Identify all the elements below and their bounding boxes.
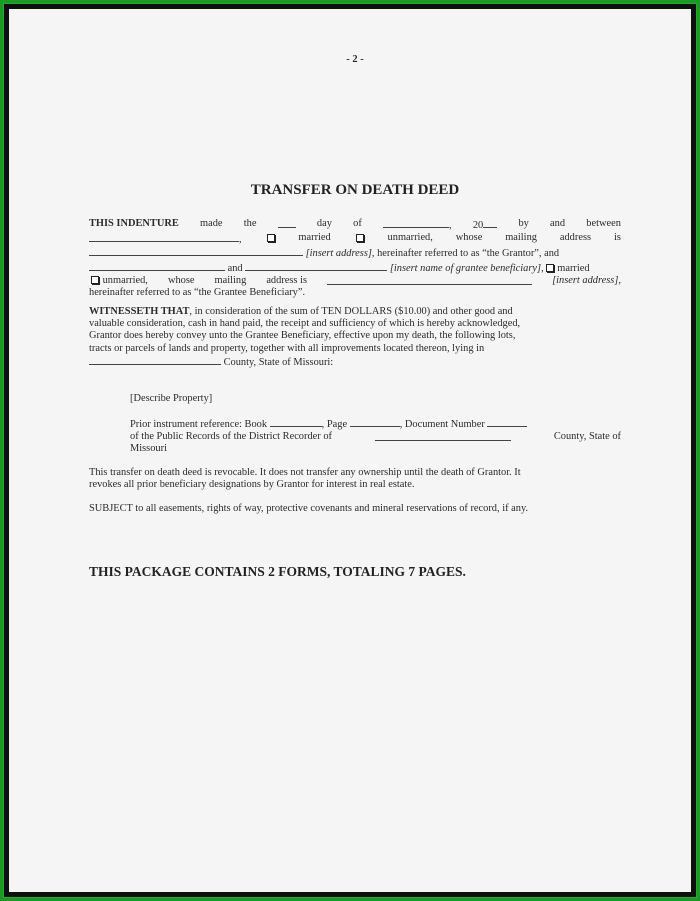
witnesseth-line-4: tracts or parcels of lands and property, together with all improvements located thereon, lying in [89, 342, 485, 354]
word: mailing [214, 274, 247, 286]
grantor-address-blank[interactable] [89, 246, 303, 256]
describe-property: [Describe Property] [130, 393, 213, 404]
insert-address-hint-2: [insert address] [552, 274, 619, 286]
prior-instrument-line-3: Missouri [130, 443, 167, 455]
word: is [613, 232, 621, 244]
word: mailing [505, 232, 537, 244]
indenture-line-1: THIS INDENTURE made the day of , 20 by and between [89, 218, 621, 231]
indenture-line-6: hereinafter referred to as “the Grantee Beneficiary”. [89, 287, 306, 299]
prior-instrument-line-1 [130, 417, 621, 431]
grantee-name-blank[interactable] [245, 261, 387, 271]
grantee-address-blank[interactable] [327, 275, 532, 285]
year-blank[interactable] [483, 218, 497, 228]
word: married [557, 262, 590, 274]
indenture-lead: THIS INDENTURE [89, 218, 179, 229]
month-blank[interactable] [383, 218, 449, 228]
subject-paragraph: SUBJECT to all easements, rights of way, protective covenants and mineral reservations of record, if any. [89, 503, 529, 514]
recorder-county-blank[interactable] [375, 431, 511, 441]
document-page [9, 9, 691, 892]
county-state-label: County, State of [553, 431, 621, 443]
word: made [200, 218, 223, 229]
married-checkbox[interactable] [267, 234, 275, 242]
indenture-line-3 [89, 246, 621, 260]
county-blank[interactable] [89, 355, 221, 365]
grantor-definition: , hereinafter referred to as “the Grantor”, and [371, 248, 560, 260]
day-blank[interactable] [278, 218, 296, 228]
unmarried-checkbox-2[interactable] [91, 276, 99, 284]
witnesseth-line-5 [89, 355, 621, 369]
recorder-label: of the Public Records of the District Recorder of [130, 431, 332, 443]
indenture-line-4: and [insert name of grantee beneficiary], married [89, 261, 621, 275]
word: whose [455, 232, 483, 244]
unmarried-checkbox[interactable] [356, 234, 364, 242]
witnesseth-line-2: valuable consideration, cash in hand paid, the receipt and sufficiency of which is hereby acknowledged, [89, 318, 521, 330]
page-number: - 2 - [346, 54, 364, 65]
word: address [559, 232, 592, 244]
word: and [550, 218, 566, 229]
document-number-label: , Document Number [399, 419, 485, 430]
package-note: THIS PACKAGE CONTAINS 2 FORMS, TOTALING 7 PAGES. [89, 564, 466, 579]
revocable-line-1: This transfer on death deed is revocable. It does not transfer any ownership until the death of Grantor. It [89, 467, 521, 478]
married-checkbox-2[interactable] [546, 264, 554, 272]
document-number-blank[interactable] [487, 417, 527, 427]
word: unmarried, [102, 274, 148, 286]
revocable-line-2: revokes all prior beneficiary designations by Grantor for interest in real estate. [89, 479, 415, 491]
prior-instrument-line-2 [130, 431, 621, 443]
page-label: , Page [321, 419, 348, 430]
book-blank[interactable] [270, 417, 322, 427]
word: between [586, 218, 621, 229]
county-state-text: County, State of Missouri: [223, 356, 334, 368]
word: unmarried, [387, 232, 433, 244]
book-label: Prior instrument reference: Book [130, 419, 268, 430]
word: whose [167, 274, 195, 286]
indenture-line-2: , married unmarried, whose mailing address is [89, 232, 621, 246]
witnesseth-line-1 [89, 306, 621, 318]
witnesseth-lead: WITNESSETH THAT [89, 306, 190, 317]
word: married [298, 232, 331, 244]
second-grantor-blank[interactable] [89, 261, 225, 271]
word: the [243, 218, 257, 229]
page-blank[interactable] [350, 417, 400, 427]
word: and [227, 262, 243, 274]
word: day [316, 218, 332, 229]
witnesseth-paragraph [89, 306, 621, 369]
word: by [518, 218, 529, 229]
indenture-paragraph [89, 218, 621, 299]
grantor-name-blank[interactable] [89, 232, 239, 242]
witnesseth-line-3: Grantor does hereby convey unto the Grantee Beneficiary, effective upon my death, the following lots, [89, 330, 516, 342]
insert-address-hint: [insert address] [305, 248, 372, 260]
indenture-line-5: unmarried, whose mailing address is [insert address], [89, 275, 621, 287]
witnesseth-text: , in consideration of the sum of TEN DOLLARS ($10.00) and other good and [189, 306, 513, 317]
word: of [353, 218, 362, 229]
year-prefix: 20 [472, 220, 484, 231]
document-title: TRANSFER ON DEATH DEED [250, 182, 460, 198]
revocable-paragraph [89, 467, 621, 491]
word: address is [266, 274, 308, 286]
prior-instrument-block [130, 417, 621, 456]
insert-grantee-hint: [insert name of grantee beneficiary] [389, 262, 542, 274]
